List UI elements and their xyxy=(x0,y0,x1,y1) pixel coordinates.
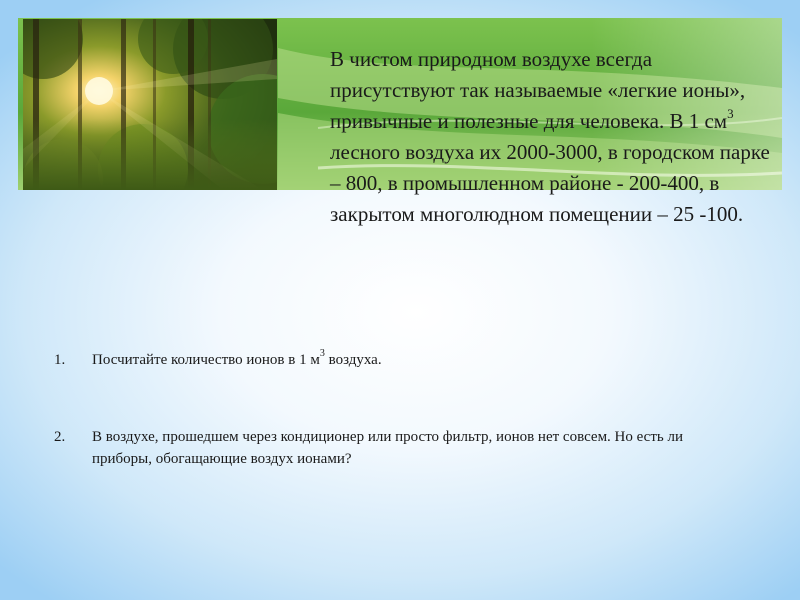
question-number: 2. xyxy=(54,429,66,445)
forest-photo xyxy=(23,19,277,190)
superscript-cube: 3 xyxy=(727,106,734,121)
superscript-cube: 3 xyxy=(319,348,325,359)
main-paragraph xyxy=(330,44,775,230)
question-text-after: воздуха. xyxy=(324,352,382,368)
question-text xyxy=(92,349,732,371)
question-text: В воздухе, прошедшем через кондиционер или просто фильтр, ионов нет совсем. Но есть ли приборы, обогащающие воздух ионами? xyxy=(92,429,683,467)
paragraph-part2: лесного воздуха их 2000-3000, в городском парке – 800, в промышленном районе - 200-400, в закрытом многолюдном помещении – 25 -100. xyxy=(330,140,770,226)
paragraph-part1: В чистом природном воздухе всегда присутствуют так называемые «легкие ионы», привычные и полезные для человека. В 1 см xyxy=(330,47,746,133)
question-text-before: Посчитайте количество ионов в 1 м xyxy=(92,352,320,368)
question-number: 1. xyxy=(54,352,66,368)
